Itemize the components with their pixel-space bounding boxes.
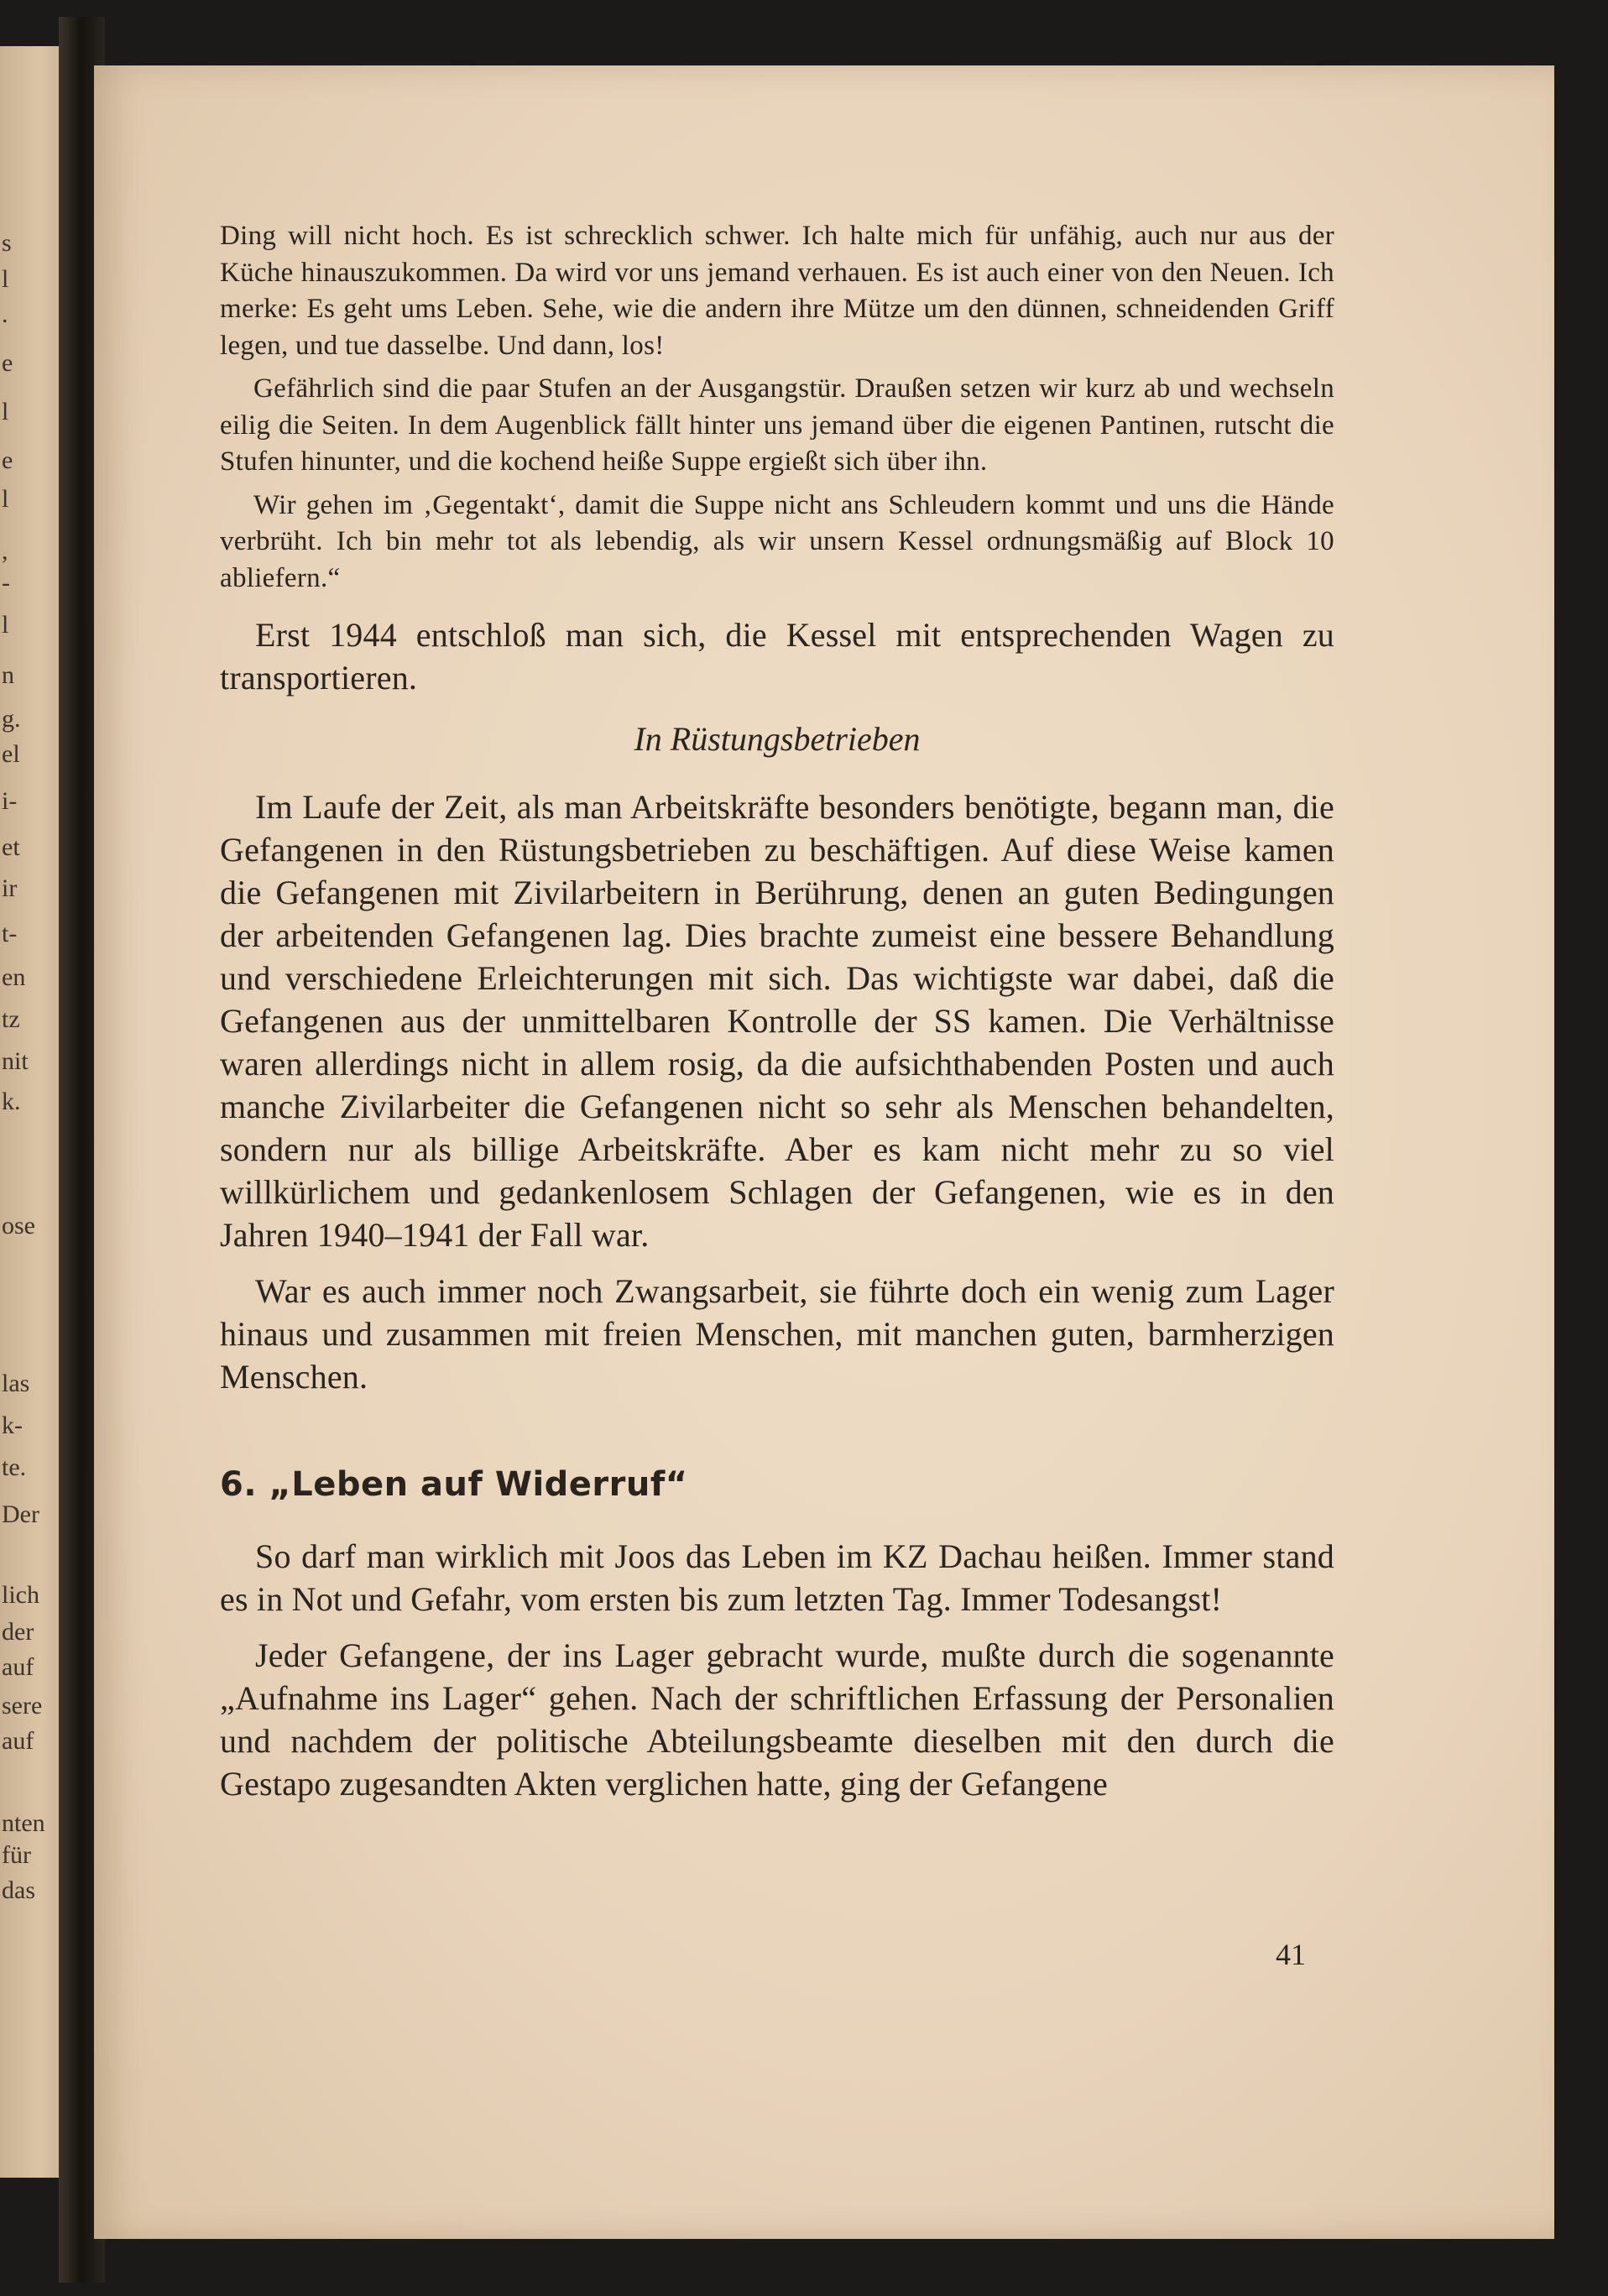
edge-fragment: tz bbox=[2, 1005, 20, 1033]
edge-fragment: das bbox=[2, 1876, 35, 1904]
body-paragraph: Jeder Gefangene, der ins Lager gebracht wurde, mußte durch die sogenannte „Aufnahme ins Lager“ gehen. Nach der schriftlichen Erfassung der Personalien und nachdem der politische Abteilungsbeamte dieselben mit den durch die Gestapo zugesandten Akten verglichen hatte, ging der Gefangene bbox=[220, 1636, 1334, 1803]
edge-fragment: s bbox=[2, 229, 12, 257]
edge-fragment: k. bbox=[2, 1088, 21, 1115]
edge-fragment: - bbox=[2, 569, 10, 597]
edge-fragment: i- bbox=[2, 787, 18, 815]
edge-fragment: Der bbox=[2, 1500, 39, 1528]
body-paragraph: So darf man wirklich mit Joos das Leben im KZ Dachau heißen. Immer stand es in Not und Gefahr, vom ersten bis zum letzten Tag. Immer Todesangst! bbox=[220, 1537, 1334, 1618]
edge-fragment: l bbox=[2, 398, 9, 425]
body-paragraph: Im Laufe der Zeit, als man Arbeitskräfte besonders benötigte, begann man, die Gefangenen in den Rüstungsbetrieben zu beschäftigen. Auf diese Weise kamen die Gefangenen mit Zivilarbeitern in Berührung, denen an guten Bedingungen der arbeitenden Gefangenen lag. Dies brachte zumeist eine bessere Behandlung und verschiedene Erleichterungen mit sich. Das wichtigste war dabei, daß die Gefangenen aus der unmittelbaren Kontrolle der SS kamen. Die Verhältnisse waren allerdings nicht in allem rosig, da die aufsichthabenden Posten und auch manche Zivilarbeiter die Gefangenen nicht so sehr als Menschen behandelten, sondern nur als billige Arbeitskräfte. Aber es kam nicht mehr zu so viel willkürlichem und gedankenlosem Schlagen der Gefangenen, wie es in den Jahren 1940–1941 der Fall war. bbox=[220, 788, 1334, 1254]
edge-fragment: g. bbox=[2, 705, 21, 733]
edge-fragment: nit bbox=[2, 1047, 29, 1075]
edge-fragment: auf bbox=[2, 1727, 34, 1755]
edge-fragment: l bbox=[2, 485, 9, 513]
page-content bbox=[220, 218, 1334, 1819]
edge-fragment: e bbox=[2, 446, 13, 474]
edge-fragment: ose bbox=[2, 1212, 35, 1239]
edge-fragment: nten bbox=[2, 1809, 45, 1837]
edge-fragment: , bbox=[2, 537, 8, 565]
edge-fragment: n bbox=[2, 661, 14, 689]
quote-paragraph: Wir gehen im ‚Gegentakt‘, damit die Suppe nicht ans Schleudern kommt und uns die Hände verbrüht. Ich bin mehr tot als lebendig, als wir unsern Kessel ordnungsmäßig auf Block 10 abliefern.“ bbox=[220, 489, 1334, 593]
edge-fragment: en bbox=[2, 963, 26, 991]
edge-fragment: lich bbox=[2, 1581, 39, 1609]
edge-fragment: sere bbox=[2, 1692, 43, 1719]
edge-fragment: auf bbox=[2, 1653, 34, 1681]
edge-fragment: ir bbox=[2, 874, 18, 902]
edge-fragment: k- bbox=[2, 1412, 23, 1439]
edge-fragment: et bbox=[2, 833, 20, 861]
page-number: 41 bbox=[1276, 1938, 1306, 1971]
body-paragraph: War es auch immer noch Zwangsarbeit, sie führte doch ein wenig zum Lager hinaus und zusammen mit freien Menschen, mit manchen guten, barmherzigen Menschen. bbox=[220, 1272, 1334, 1396]
body-paragraph: Erst 1944 entschloß man sich, die Kessel mit entsprechenden Wagen zu transportieren. bbox=[220, 616, 1334, 697]
edge-fragment: für bbox=[2, 1841, 31, 1869]
quote-paragraph: Gefährlich sind die paar Stufen an der Ausgangstür. Draußen setzen wir kurz ab und wechseln eilig die Seiten. In dem Augenblick fällt hinter uns jemand über die eigenen Pantinen, rutscht die Stufen hinunter, und die kochend heiße Suppe ergießt sich über ihn. bbox=[220, 373, 1334, 477]
edge-fragment: . bbox=[2, 300, 8, 328]
edge-fragment: te. bbox=[2, 1453, 27, 1481]
quote-paragraph: Ding will nicht hoch. Es ist schrecklich schwer. Ich halte mich für unfähig, auch nur aus der Küche hinauszukommen. Da wird vor uns jemand verhauen. Es ist auch einer von den Neuen. Ich merke: Es geht ums Leben. Sehe, wie die andern ihre Mütze um den dünnen, schneidenden Griff legen, und tue dasselbe. Und dann, los! bbox=[220, 221, 1334, 361]
chapter-heading: 6. „Leben auf Widerruf“ bbox=[220, 1465, 688, 1504]
edge-fragment: e bbox=[2, 349, 13, 377]
edge-fragment: l bbox=[2, 265, 9, 293]
edge-fragment: der bbox=[2, 1618, 34, 1646]
edge-fragment: el bbox=[2, 740, 20, 768]
edge-fragment: t- bbox=[2, 920, 18, 947]
section-subheading: In Rüstungsbetrieben bbox=[634, 720, 921, 758]
edge-fragment: las bbox=[2, 1370, 30, 1397]
edge-fragment: l bbox=[2, 611, 9, 639]
